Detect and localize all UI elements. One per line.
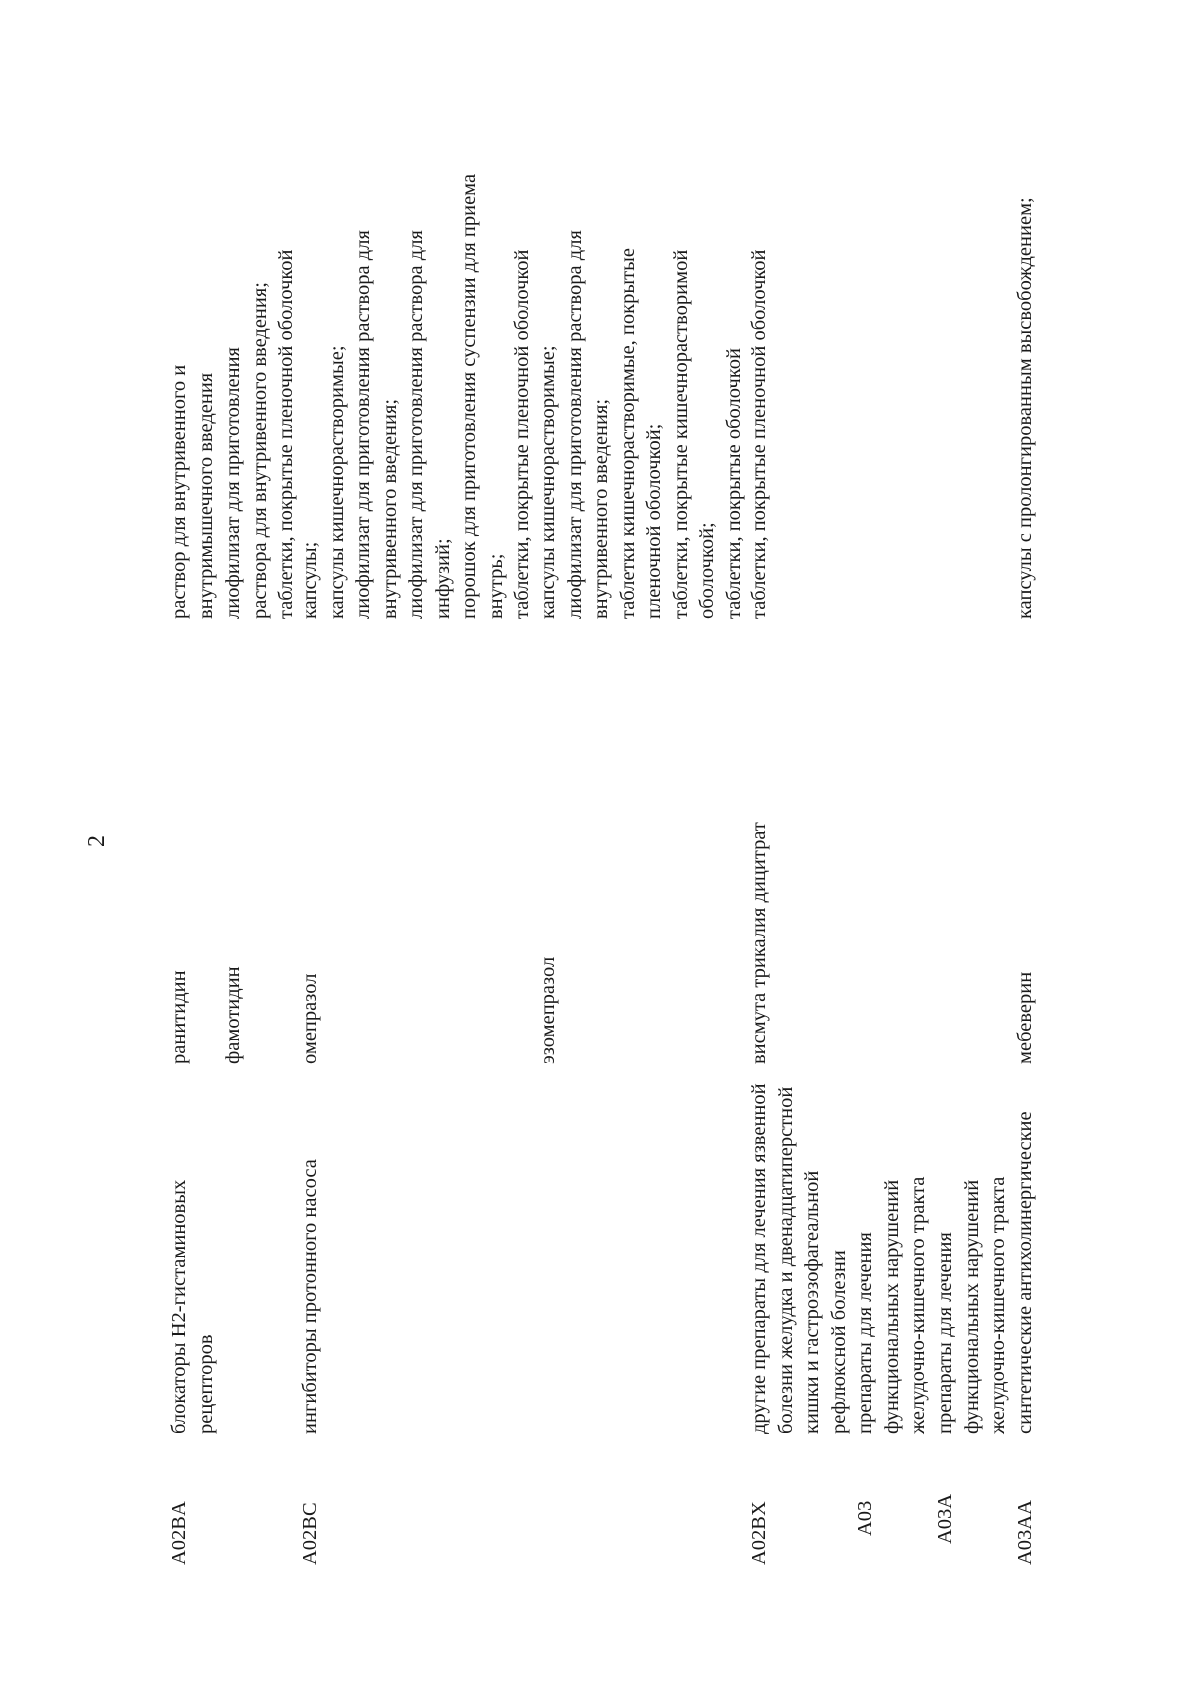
form-line: таблетки, покрытые кишечнорастворимой xyxy=(669,249,692,619)
group-line: функциональных нарушений xyxy=(880,1179,903,1434)
group-line: блокаторы Н2-гистаминовых xyxy=(168,1179,190,1434)
dosage-forms xyxy=(1012,197,1039,619)
group-line: кишки и гастроэзофагеальной xyxy=(801,1170,823,1434)
group-line: болезни желудка и двенадцатиперстной xyxy=(774,1086,797,1434)
drug-name: фамотидин xyxy=(222,966,244,1064)
form-line: таблетки, покрытые пленочной оболочкой xyxy=(748,249,770,619)
atc-code: A02BC xyxy=(299,1502,321,1565)
form-line: внутривенного введения; xyxy=(590,398,612,619)
form-line: лиофилизат для приготовления раствора для xyxy=(563,230,586,619)
group-line: препараты для лечения xyxy=(854,1232,876,1434)
form-line: лиофилизат для приготовления раствора для xyxy=(352,230,374,619)
group-name xyxy=(166,1180,219,1434)
form-line: пленочной оболочкой; xyxy=(643,423,665,619)
atc-code: A02BA xyxy=(168,1501,190,1565)
group-name xyxy=(297,1159,324,1434)
group-line: синтетические антихолинергические xyxy=(1014,1111,1036,1434)
form-line: таблетки кишечнорастворимые, покрытые xyxy=(616,248,639,619)
drug-name: омепразол xyxy=(299,973,321,1064)
dosage-forms xyxy=(746,249,773,619)
form-line: раствор для внутривенного и xyxy=(168,364,190,619)
form-line: внутримышечного введения xyxy=(194,372,217,619)
group-line: рефлюксной болезни xyxy=(827,1250,850,1434)
form-line: лиофилизат для приготовления раствора для xyxy=(405,230,427,619)
group-name xyxy=(852,1177,932,1434)
form-line: раствора для внутривенного введения; xyxy=(248,282,271,619)
form-line: внутривенного введения; xyxy=(378,398,401,619)
form-line: лиофилизат для приготовления xyxy=(222,347,244,619)
form-line: таблетки, покрытые пленочной оболочкой xyxy=(511,249,533,619)
form-line: оболочкой; xyxy=(696,522,718,619)
group-line: другие препараты для лечения язвенной xyxy=(748,1083,770,1434)
form-line: капсулы кишечнорастворимые; xyxy=(325,345,348,619)
dosage-forms xyxy=(166,365,219,619)
group-line: препараты для лечения xyxy=(934,1232,956,1434)
atc-code: A02BX xyxy=(748,1501,770,1565)
atc-code: A03AA xyxy=(1014,1500,1036,1565)
dosage-forms xyxy=(297,174,536,619)
form-line: внутрь; xyxy=(484,553,507,619)
group-line: желудочно-кишечного тракта xyxy=(987,1176,1009,1434)
form-line: капсулы кишечнорастворимые; xyxy=(537,345,559,619)
group-name xyxy=(1012,1111,1039,1434)
group-name xyxy=(746,1083,852,1434)
form-line: порошок для приготовления суспензии для приема xyxy=(458,173,480,619)
group-line: рецепторов xyxy=(194,1334,217,1434)
page-number: 2 xyxy=(84,835,110,847)
group-line: желудочно-кишечного тракта xyxy=(907,1176,929,1434)
drug-name: висмута трикалия дицитрат xyxy=(748,822,770,1064)
dosage-forms xyxy=(220,249,300,619)
atc-code: A03 xyxy=(854,1500,876,1536)
dosage-forms xyxy=(535,230,747,619)
group-line: ингибиторы протонного насоса xyxy=(299,1159,321,1434)
form-line: таблетки, покрытые пленочной оболочкой xyxy=(275,249,297,619)
form-line: таблетки, покрытые оболочкой xyxy=(722,348,745,619)
group-line: функциональных нарушений xyxy=(960,1179,983,1434)
form-line: инфузий; xyxy=(431,538,454,619)
atc-code: A03A xyxy=(934,1493,956,1544)
form-line: капсулы; xyxy=(299,541,321,619)
group-name xyxy=(932,1177,1012,1434)
drug-name: ранитидин xyxy=(168,970,190,1064)
drug-name: мебеверин xyxy=(1014,971,1036,1064)
form-line: капсулы с пролонгированным высвобождением; xyxy=(1014,197,1036,619)
drug-name: эзомепразол xyxy=(537,956,559,1064)
